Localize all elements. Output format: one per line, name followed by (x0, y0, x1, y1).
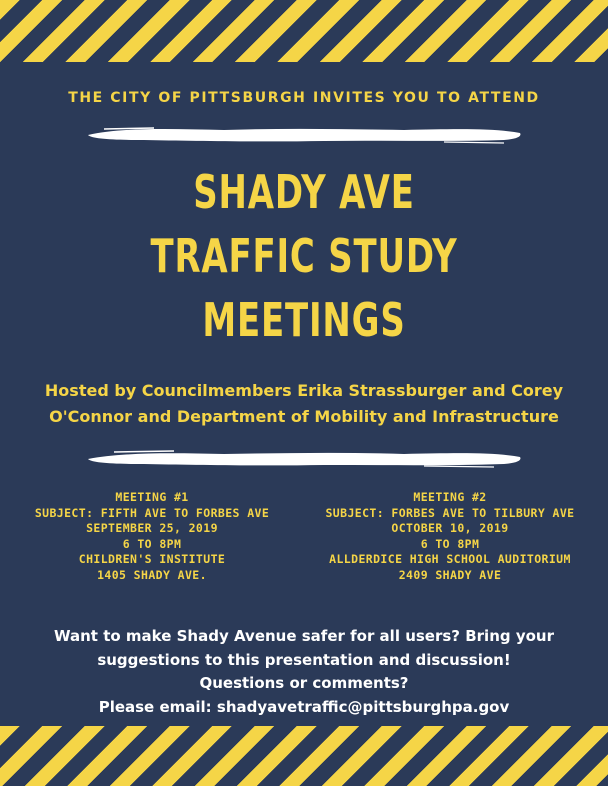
cta-line-2: suggestions to this presentation and discussion! (97, 650, 511, 669)
meeting-subject: SUBJECT: FIFTH AVE TO FORBES AVE (34, 505, 270, 520)
meeting-time: 6 TO 8PM (122, 536, 182, 551)
title-line-2: TRAFFIC STUDY (150, 229, 458, 283)
cta-line-1: Want to make Shady Avenue safer for all users? Bring your (54, 627, 554, 645)
meeting-date: SEPTEMBER 25, 2019 (86, 521, 218, 536)
hosted-by-text (20, 378, 588, 430)
title-line-3: MEETINGS (202, 293, 406, 347)
meeting-1-details (4, 490, 300, 584)
invite-text: THE CITY OF PITTSBURGH INVITES YOU TO ATTEND (68, 90, 540, 106)
meeting-time: 6 TO 8PM (420, 536, 480, 551)
meeting-date: OCTOBER 10, 2019 (391, 521, 509, 536)
meeting-2-details (300, 490, 600, 584)
page-title (55, 160, 554, 352)
meeting-address: 1405 SHADY AVE. (97, 567, 207, 582)
meeting-address: 2409 SHADY AVE (398, 567, 502, 582)
meeting-heading: MEETING #2 (413, 490, 487, 504)
brush-stroke-divider-top (84, 124, 524, 146)
hazard-stripes-bottom (0, 726, 608, 786)
title-line-1: SHADY AVE (193, 165, 415, 219)
hazard-stripes-top (0, 0, 608, 62)
meeting-subject: SUBJECT: FORBES AVE TO TILBURY AVE (325, 505, 575, 520)
hosted-line-2: O'Connor and Department of Mobility and Infrastructure (49, 407, 559, 426)
hosted-line-1: Hosted by Councilmembers Erika Strassburger and Corey (44, 381, 564, 400)
cta-line-3: Questions or comments? (199, 674, 409, 692)
brush-stroke-divider-bottom (84, 448, 524, 470)
call-to-action (10, 625, 598, 719)
meeting-venue: CHILDREN'S INSTITUTE (78, 552, 226, 567)
meeting-venue: ALLDERDICE HIGH SCHOOL AUDITORIUM (329, 552, 571, 567)
meeting-heading: MEETING #1 (115, 490, 189, 504)
contact-email: Please email: shadyavetraffic@pittsburghpa.gov (98, 697, 510, 716)
